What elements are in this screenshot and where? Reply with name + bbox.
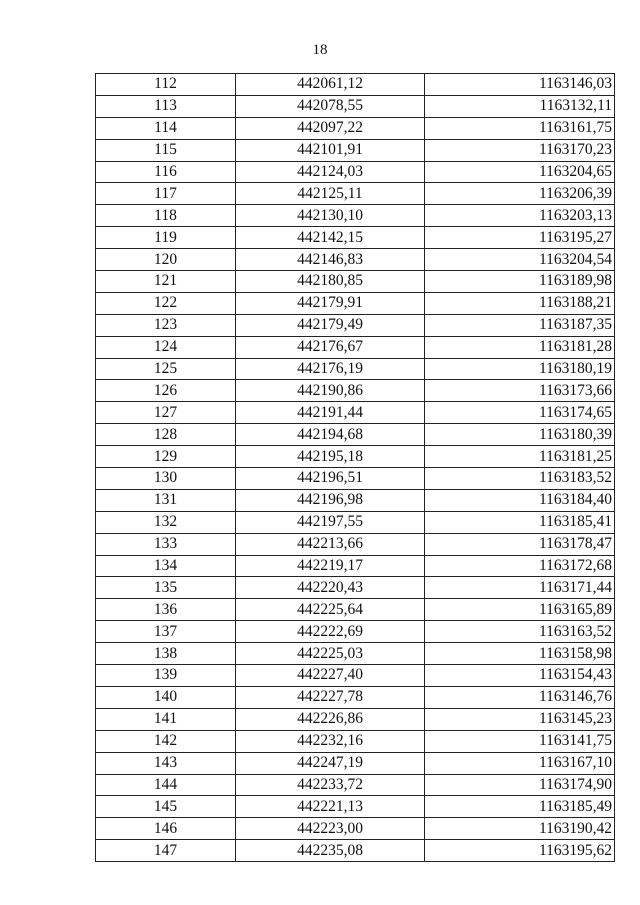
table-row [96, 599, 615, 621]
x-coordinate-cell: 442219,17 [236, 555, 425, 577]
table-row [96, 292, 615, 314]
table-row [96, 336, 615, 358]
y-coordinate-cell: 1163174,90 [425, 774, 615, 796]
table-row [96, 380, 615, 402]
point-number-cell: 137 [96, 621, 236, 643]
point-number-cell: 141 [96, 708, 236, 730]
y-coordinate-cell: 1163183,52 [425, 468, 615, 490]
point-number-cell: 126 [96, 380, 236, 402]
x-coordinate-cell: 442223,00 [236, 818, 425, 840]
table-row [96, 796, 615, 818]
point-number-cell: 118 [96, 205, 236, 227]
x-coordinate-cell: 442247,19 [236, 752, 425, 774]
table-row [96, 314, 615, 336]
page-number: 18 [312, 42, 328, 58]
x-coordinate-cell: 442179,49 [236, 314, 425, 336]
table-row [96, 577, 615, 599]
point-number-cell: 133 [96, 533, 236, 555]
point-number-cell: 142 [96, 730, 236, 752]
table-row [96, 117, 615, 139]
table-row [96, 818, 615, 840]
x-coordinate-cell: 442225,64 [236, 599, 425, 621]
point-number-cell: 145 [96, 796, 236, 818]
y-coordinate-cell: 1163190,42 [425, 818, 615, 840]
y-coordinate-cell: 1163161,75 [425, 117, 615, 139]
y-coordinate-cell: 1163174,65 [425, 402, 615, 424]
point-number-cell: 146 [96, 818, 236, 840]
point-number-cell: 138 [96, 643, 236, 665]
table-row [96, 74, 615, 96]
x-coordinate-cell: 442101,91 [236, 139, 425, 161]
point-number-cell: 123 [96, 314, 236, 336]
point-number-cell: 130 [96, 468, 236, 490]
y-coordinate-cell: 1163165,89 [425, 599, 615, 621]
x-coordinate-cell: 442176,67 [236, 336, 425, 358]
x-coordinate-cell: 442180,85 [236, 271, 425, 293]
x-coordinate-cell: 442197,55 [236, 511, 425, 533]
x-coordinate-cell: 442142,15 [236, 227, 425, 249]
table-row [96, 774, 615, 796]
table-row [96, 424, 615, 446]
table-row [96, 161, 615, 183]
table-row [96, 533, 615, 555]
x-coordinate-cell: 442097,22 [236, 117, 425, 139]
y-coordinate-cell: 1163180,39 [425, 424, 615, 446]
table-row [96, 402, 615, 424]
y-coordinate-cell: 1163185,49 [425, 796, 615, 818]
y-coordinate-cell: 1163141,75 [425, 730, 615, 752]
x-coordinate-cell: 442221,13 [236, 796, 425, 818]
table-row [96, 183, 615, 205]
y-coordinate-cell: 1163195,27 [425, 227, 615, 249]
table-row [96, 358, 615, 380]
x-coordinate-cell: 442196,51 [236, 468, 425, 490]
x-coordinate-cell: 442227,78 [236, 686, 425, 708]
point-number-cell: 139 [96, 665, 236, 687]
x-coordinate-cell: 442195,18 [236, 446, 425, 468]
table-row [96, 621, 615, 643]
table-row [96, 643, 615, 665]
y-coordinate-cell: 1163181,28 [425, 336, 615, 358]
point-number-cell: 134 [96, 555, 236, 577]
table-row [96, 840, 615, 862]
point-number-cell: 117 [96, 183, 236, 205]
table-row [96, 249, 615, 271]
table-row [96, 227, 615, 249]
point-number-cell: 120 [96, 249, 236, 271]
y-coordinate-cell: 1163163,52 [425, 621, 615, 643]
y-coordinate-cell: 1163178,47 [425, 533, 615, 555]
x-coordinate-cell: 442213,66 [236, 533, 425, 555]
point-number-cell: 140 [96, 686, 236, 708]
y-coordinate-cell: 1163146,76 [425, 686, 615, 708]
x-coordinate-cell: 442191,44 [236, 402, 425, 424]
y-coordinate-cell: 1163188,21 [425, 292, 615, 314]
point-number-cell: 135 [96, 577, 236, 599]
point-number-cell: 128 [96, 424, 236, 446]
table-row [96, 468, 615, 490]
y-coordinate-cell: 1163203,13 [425, 205, 615, 227]
point-number-cell: 112 [96, 74, 236, 96]
y-coordinate-cell: 1163132,11 [425, 95, 615, 117]
point-number-cell: 115 [96, 139, 236, 161]
point-number-cell: 147 [96, 840, 236, 862]
x-coordinate-cell: 442233,72 [236, 774, 425, 796]
x-coordinate-cell: 442176,19 [236, 358, 425, 380]
x-coordinate-cell: 442078,55 [236, 95, 425, 117]
point-number-cell: 113 [96, 95, 236, 117]
table-row [96, 555, 615, 577]
table-row [96, 205, 615, 227]
y-coordinate-cell: 1163154,43 [425, 665, 615, 687]
point-number-cell: 136 [96, 599, 236, 621]
y-coordinate-cell: 1163170,23 [425, 139, 615, 161]
y-coordinate-cell: 1163204,54 [425, 249, 615, 271]
x-coordinate-cell: 442130,10 [236, 205, 425, 227]
x-coordinate-cell: 442125,11 [236, 183, 425, 205]
point-number-cell: 129 [96, 446, 236, 468]
x-coordinate-cell: 442124,03 [236, 161, 425, 183]
x-coordinate-cell: 442061,12 [236, 74, 425, 96]
point-number-cell: 131 [96, 489, 236, 511]
point-number-cell: 122 [96, 292, 236, 314]
y-coordinate-cell: 1163172,68 [425, 555, 615, 577]
point-number-cell: 127 [96, 402, 236, 424]
table-row [96, 271, 615, 293]
x-coordinate-cell: 442232,16 [236, 730, 425, 752]
coordinates-table-body [96, 74, 615, 862]
y-coordinate-cell: 1163189,98 [425, 271, 615, 293]
point-number-cell: 114 [96, 117, 236, 139]
y-coordinate-cell: 1163204,65 [425, 161, 615, 183]
table-row [96, 511, 615, 533]
point-number-cell: 116 [96, 161, 236, 183]
coordinates-table [95, 73, 615, 862]
x-coordinate-cell: 442196,98 [236, 489, 425, 511]
x-coordinate-cell: 442235,08 [236, 840, 425, 862]
table-row [96, 708, 615, 730]
y-coordinate-cell: 1163195,62 [425, 840, 615, 862]
point-number-cell: 144 [96, 774, 236, 796]
x-coordinate-cell: 442227,40 [236, 665, 425, 687]
table-row [96, 139, 615, 161]
y-coordinate-cell: 1163167,10 [425, 752, 615, 774]
table-row [96, 686, 615, 708]
point-number-cell: 125 [96, 358, 236, 380]
point-number-cell: 143 [96, 752, 236, 774]
y-coordinate-cell: 1163187,35 [425, 314, 615, 336]
y-coordinate-cell: 1163158,98 [425, 643, 615, 665]
point-number-cell: 132 [96, 511, 236, 533]
x-coordinate-cell: 442225,03 [236, 643, 425, 665]
table-row [96, 730, 615, 752]
y-coordinate-cell: 1163181,25 [425, 446, 615, 468]
table-row [96, 489, 615, 511]
point-number-cell: 124 [96, 336, 236, 358]
table-row [96, 752, 615, 774]
x-coordinate-cell: 442222,69 [236, 621, 425, 643]
x-coordinate-cell: 442179,91 [236, 292, 425, 314]
point-number-cell: 121 [96, 271, 236, 293]
y-coordinate-cell: 1163145,23 [425, 708, 615, 730]
x-coordinate-cell: 442226,86 [236, 708, 425, 730]
y-coordinate-cell: 1163184,40 [425, 489, 615, 511]
y-coordinate-cell: 1163171,44 [425, 577, 615, 599]
table-row [96, 95, 615, 117]
y-coordinate-cell: 1163180,19 [425, 358, 615, 380]
table-row [96, 446, 615, 468]
x-coordinate-cell: 442220,43 [236, 577, 425, 599]
y-coordinate-cell: 1163173,66 [425, 380, 615, 402]
x-coordinate-cell: 442146,83 [236, 249, 425, 271]
y-coordinate-cell: 1163185,41 [425, 511, 615, 533]
y-coordinate-cell: 1163146,03 [425, 74, 615, 96]
x-coordinate-cell: 442190,86 [236, 380, 425, 402]
point-number-cell: 119 [96, 227, 236, 249]
table-row [96, 665, 615, 687]
y-coordinate-cell: 1163206,39 [425, 183, 615, 205]
x-coordinate-cell: 442194,68 [236, 424, 425, 446]
